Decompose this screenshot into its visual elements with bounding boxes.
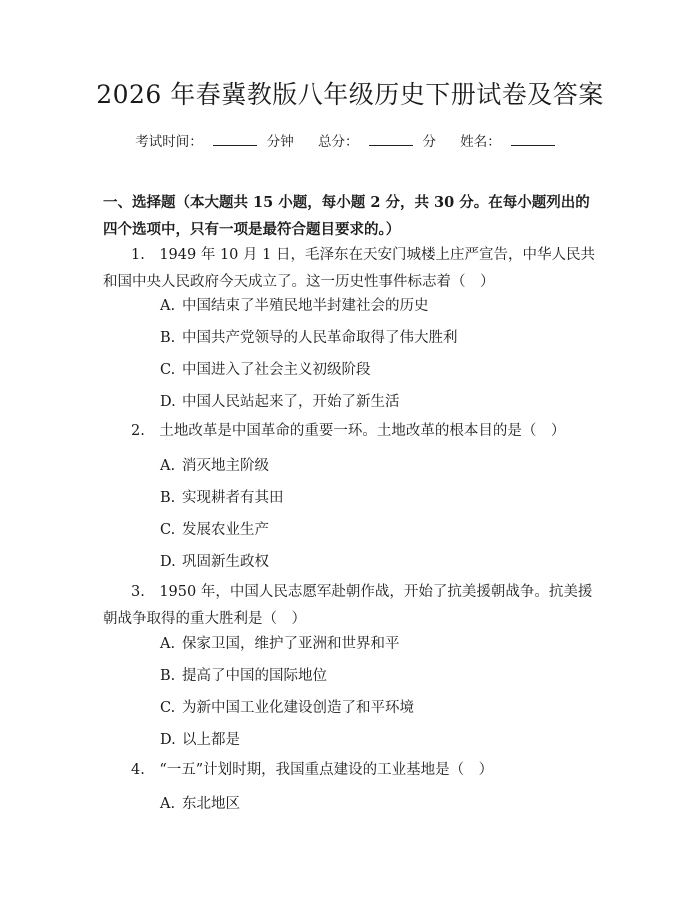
time-unit: 分钟 <box>266 134 294 150</box>
option-1c <box>160 360 600 380</box>
option-3c <box>160 698 600 718</box>
option-label: D. <box>160 554 176 570</box>
score-blank <box>369 131 413 146</box>
page-title: 2026 年春冀教版八年级历史下册试卷及答案 <box>96 80 604 109</box>
option-text: 提高了中国的国际地位 <box>182 668 327 684</box>
option-label: C. <box>160 362 176 378</box>
option-3a <box>160 634 600 654</box>
score-label: 总分： <box>318 134 359 150</box>
exam-name <box>460 134 565 150</box>
option-label: C. <box>160 522 176 538</box>
option-text: 保家卫国，维护了亚洲和世界和平 <box>182 636 400 652</box>
option-2c <box>160 520 600 540</box>
exam-meta <box>0 131 700 152</box>
option-label: C. <box>160 700 176 716</box>
option-label: B. <box>160 330 176 346</box>
option-2d <box>160 552 600 572</box>
option-label: A. <box>160 796 176 812</box>
question-3: 3. 1950 年，中国人民志愿军赴朝作战，开始了抗美援朝战争。抗美援朝战争取得的重大胜利是（ ） <box>103 584 593 627</box>
option-2b <box>160 488 600 508</box>
option-label: D. <box>160 732 176 748</box>
option-1b <box>160 328 600 348</box>
option-label: B. <box>160 490 176 506</box>
question-2: 2. 土地改革是中国革命的重要一环。土地改革的根本目的是（ ） <box>131 423 566 439</box>
option-text: 东北地区 <box>182 796 240 812</box>
option-1d <box>160 392 600 412</box>
option-text: 以上都是 <box>182 732 240 748</box>
option-label: A. <box>160 636 176 652</box>
exam-time <box>135 134 294 150</box>
time-label: 考试时间： <box>135 134 203 150</box>
option-text: 发展农业生产 <box>182 522 269 538</box>
section-heading: 一、选择题（本大题共 15 小题，每小题 2 分，共 30 分。在每小题列出的四个选项中，只有一项是最符合题目要求的。） <box>103 194 590 238</box>
name-blank <box>511 131 555 146</box>
option-text: 中国共产党领导的人民革命取得了伟大胜利 <box>182 330 458 346</box>
option-2a <box>160 456 600 476</box>
question-4: 4. “一五”计划时期，我国重点建设的工业基地是（ ） <box>131 762 494 778</box>
option-text: 消灭地主阶级 <box>182 458 269 474</box>
option-text: 实现耕者有其田 <box>182 490 284 506</box>
option-label: B. <box>160 668 176 684</box>
option-label: D. <box>160 394 176 410</box>
option-4a <box>160 794 600 814</box>
option-text: 为新中国工业化建设创造了和平环境 <box>182 700 414 716</box>
option-label: A. <box>160 298 176 314</box>
option-label: A. <box>160 458 176 474</box>
option-text: 中国进入了社会主义初级阶段 <box>182 362 371 378</box>
score-unit: 分 <box>422 134 436 150</box>
exam-score <box>318 134 436 150</box>
time-blank <box>213 131 257 146</box>
option-3b <box>160 666 600 686</box>
option-1a <box>160 296 600 316</box>
option-text: 中国结束了半殖民地半封建社会的历史 <box>182 298 429 314</box>
option-3d <box>160 730 600 750</box>
option-text: 巩固新生政权 <box>182 554 269 570</box>
question-1: 1. 1949 年 10 月 1 日，毛泽东在天安门城楼上庄严宣告，中华人民共和国中央人民政府今天成立了。这一历史性事件标志着（ ） <box>103 247 595 290</box>
option-text: 中国人民站起来了，开始了新生活 <box>182 394 400 410</box>
name-label: 姓名： <box>460 134 501 150</box>
